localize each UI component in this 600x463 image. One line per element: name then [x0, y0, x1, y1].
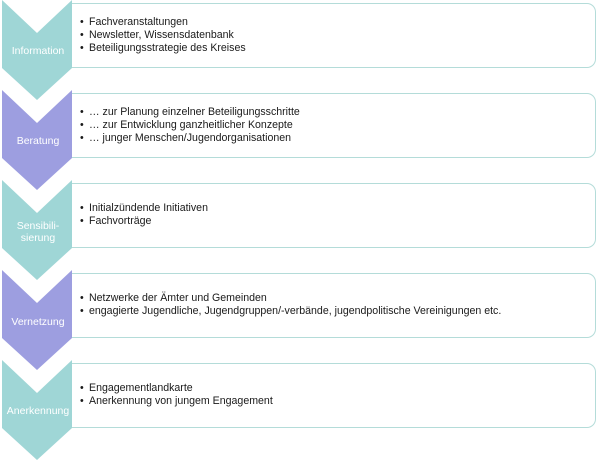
step-box-anerkennung [72, 363, 596, 428]
list-item: • Fachveranstaltungen [80, 16, 188, 28]
list-item: • Fachvorträge [80, 215, 152, 227]
list-item: • Anerkennung von jungem Engagement [80, 395, 273, 407]
list-item: • Beteiligungsstrategie des Kreises [80, 42, 246, 54]
step-items [80, 382, 273, 408]
list-item: • … junger Menschen/Jugendorganisationen [80, 132, 292, 144]
list-item: • … zur Planung einzelner Beteiligungsschritte [80, 106, 300, 118]
list-item: • Engagementlandkarte [80, 382, 193, 394]
list-item: • engagierte Jugendliche, Jugendgruppen/-verbände, jugendpolitische Vereinigungen etc. [80, 305, 502, 317]
step-label-beratung: Beratung [16, 135, 60, 147]
step-items [80, 16, 246, 55]
list-item: • … zur Entwicklung ganzheitlicher Konzepte [80, 119, 293, 131]
step-items [80, 292, 501, 318]
step-items [80, 106, 300, 145]
step-items [80, 202, 208, 228]
list-item: • Newsletter, Wissensdatenbank [80, 29, 234, 41]
list-item: • Initialzündende Initiativen [80, 202, 208, 214]
step-box-vernetzung [72, 273, 596, 338]
step-label-sensibilisierung: Sensibili- sierung [16, 220, 60, 244]
step-label-information: Information [11, 45, 65, 57]
step-label-vernetzung: Vernetzung [11, 316, 65, 328]
step-label-anerkennung: Anerkennung [6, 405, 70, 417]
step-box-sensibilisierung [72, 183, 596, 248]
step-box-beratung [72, 93, 596, 158]
step-box-information [72, 3, 596, 68]
list-item: • Netzwerke der Ämter und Gemeinden [80, 292, 267, 304]
